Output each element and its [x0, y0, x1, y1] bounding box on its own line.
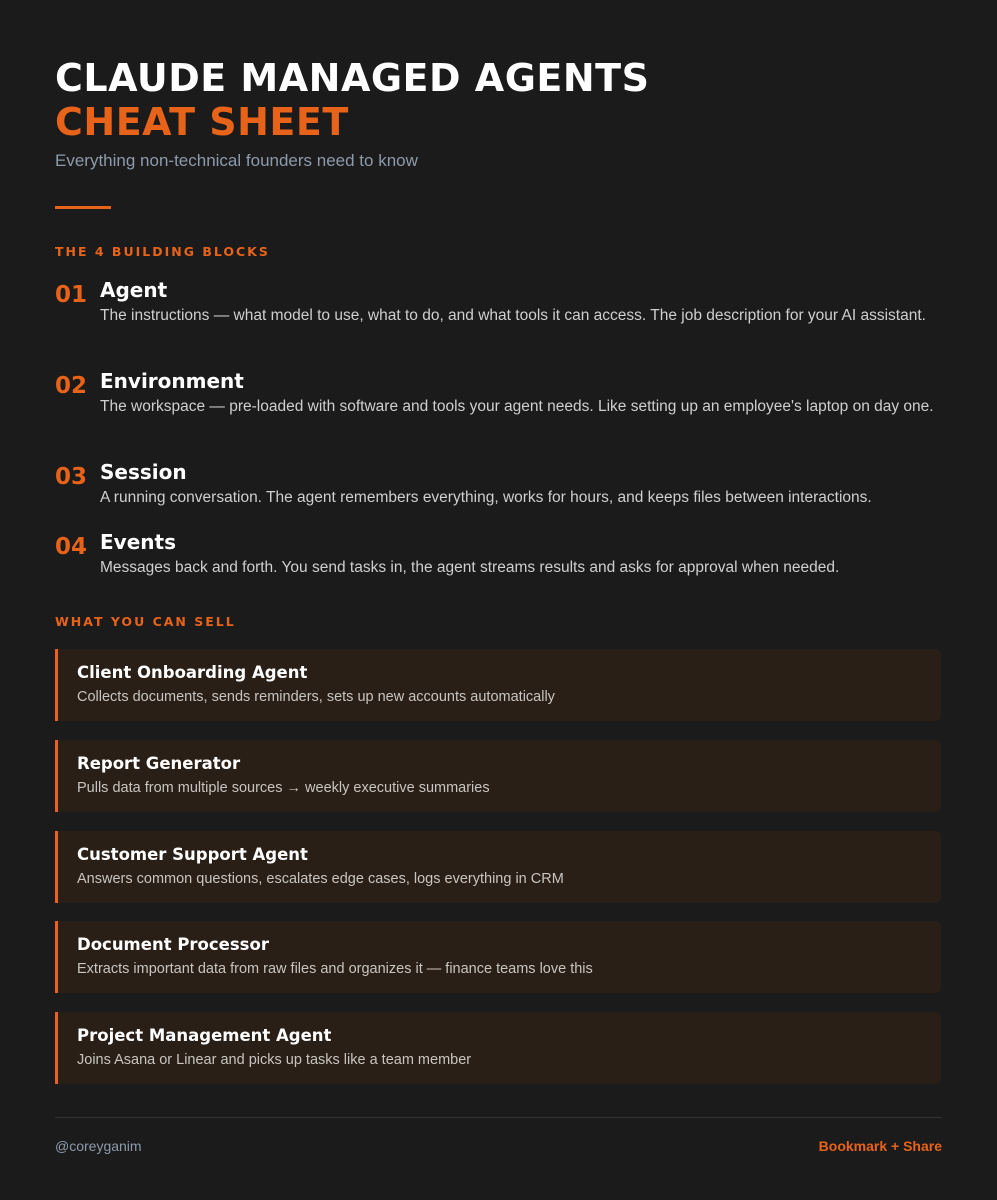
block-description: Messages back and forth. You send tasks in, the agent streams results and asks for approval when needed.: [100, 559, 840, 576]
card-title: Report Generator: [77, 754, 241, 773]
card-description: Extracts important data from raw files and organizes it — finance teams love this: [77, 961, 593, 977]
block-number: 03: [55, 464, 88, 490]
block-description: The instructions — what model to use, what to do, and what tools it can access. The job description for your AI assistant.: [100, 307, 926, 324]
sell-card-project-management: [55, 1012, 941, 1084]
card-title: Project Management Agent: [77, 1026, 332, 1045]
sell-card-customer-support: [55, 831, 941, 903]
cheat-sheet-page: [55, 0, 942, 1200]
page-subtitle: Everything non-technical founders need to know: [55, 151, 418, 170]
building-block-events: [55, 529, 942, 581]
sell-card-client-onboarding: [55, 649, 941, 721]
block-title: Session: [100, 460, 187, 484]
block-title: Environment: [100, 369, 244, 393]
block-title: Events: [100, 530, 176, 554]
building-block-agent: [55, 277, 942, 349]
block-number: 04: [55, 534, 88, 560]
header-divider: [55, 206, 111, 209]
bookmark-share-cta: Bookmark + Share: [818, 1138, 942, 1154]
author-handle: @coreyganim: [55, 1138, 142, 1154]
sell-card-document-processor: [55, 921, 941, 993]
section-label-what-you-can-sell: WHAT YOU CAN SELL: [55, 614, 236, 629]
block-title: Agent: [100, 278, 168, 302]
page-title-accent: CHEAT SHEET: [55, 100, 349, 144]
building-block-session: [55, 459, 942, 511]
card-title: Document Processor: [77, 935, 269, 954]
card-title: Customer Support Agent: [77, 845, 308, 864]
card-description: Joins Asana or Linear and picks up tasks like a team member: [77, 1052, 472, 1068]
block-description: The workspace — pre-loaded with software and tools your agent needs. Like setting up an employee's laptop on day one.: [100, 398, 934, 415]
block-number: 02: [55, 373, 88, 399]
card-description: Collects documents, sends reminders, sets up new accounts automatically: [77, 689, 555, 705]
block-description: A running conversation. The agent remembers everything, works for hours, and keeps files between interactions.: [100, 489, 872, 506]
building-block-environment: [55, 368, 942, 440]
section-label-building-blocks: THE 4 BUILDING BLOCKS: [55, 244, 270, 259]
page-title: CLAUDE MANAGED AGENTS: [55, 56, 650, 100]
footer-divider: [55, 1117, 942, 1118]
card-description: Answers common questions, escalates edge cases, logs everything in CRM: [77, 871, 564, 887]
card-description: Pulls data from multiple sources → weekly executive summaries: [77, 780, 490, 796]
sell-card-report-generator: [55, 740, 941, 812]
card-title: Client Onboarding Agent: [77, 663, 308, 682]
block-number: 01: [55, 282, 88, 308]
